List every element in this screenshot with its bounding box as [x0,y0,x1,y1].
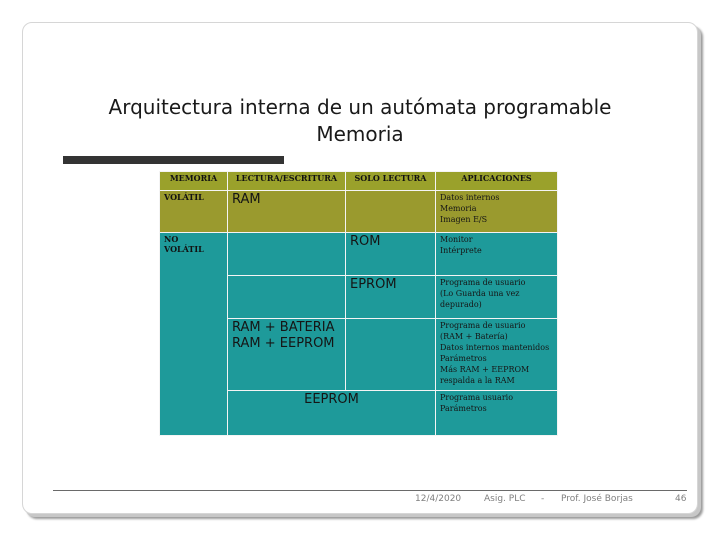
cell-ram-bateria [228,319,346,391]
app-line: Más RAM + EEPROM [440,365,530,374]
app-line: Programa de usuario [440,321,526,330]
header-memoria: MEMORIA [160,172,228,191]
app-line: (Lo Guarda una vez depurado) [440,289,520,309]
footer-date: 12/4/2020 [415,494,462,504]
slide-title [0,94,720,148]
cell-empty-teal [228,233,346,276]
cell-app-eeprom [436,391,558,436]
cell-empty-olive [346,191,436,233]
cell-rom: ROM [346,233,436,276]
cell-app-ram-bateria [436,319,558,391]
footer-course: Asig. PLC [484,494,526,504]
table-header-row [160,172,558,191]
cell-app-rom [436,233,558,276]
app-line: Memoria [440,204,477,213]
no-volatil-line-2: VOLÁTIL [164,244,204,254]
cell-app-volatil [436,191,558,233]
cell-ram: RAM [228,191,346,233]
header-solo-lectura: SOLO LECTURA [346,172,436,191]
footer-author: Prof. José Borjas [561,494,633,504]
app-line: Parámetros [440,354,487,363]
memory-table [159,171,558,436]
footer-separator: - [541,494,545,504]
footer-divider [53,490,687,491]
ram-bateria-line: RAM + BATERIA [232,320,335,335]
cell-eprom: EPROM [346,276,436,319]
table-row-volatil [160,191,558,233]
app-line: Imagen E/S [440,215,488,224]
app-line: Datos internos [440,193,500,202]
no-volatil-line-1: NO [164,234,179,244]
app-line: (RAM + Batería) [440,332,508,341]
cell-app-eprom [436,276,558,319]
app-line: Parámetros [440,404,487,413]
ram-eeprom-line: RAM + EEPROM [232,336,335,351]
header-aplicaciones: APLICACIONES [436,172,558,191]
app-line: Monitor [440,235,473,244]
footer-page-number: 46 [675,494,687,504]
app-line: Programa usuario [440,393,514,402]
table-row-rom [160,233,558,276]
app-line: Programa de usuario [440,278,526,287]
title-line-1: Arquitectura interna de un autómata programable [108,95,612,119]
cell-volatil: VOLÁTIL [160,191,228,233]
header-lectura-escritura: LECTURA/ESCRITURA [228,172,346,191]
title-underline-bar [63,156,284,164]
cell-eeprom: EEPROM [228,391,436,436]
app-line: Intérprete [440,246,482,255]
cell-empty-teal [346,319,436,391]
cell-no-volatil [160,233,228,436]
title-line-2: Memoria [316,122,404,146]
cell-empty-teal [228,276,346,319]
app-line: Datos internos mantenidos [440,343,550,352]
app-line: respalda a la RAM [440,376,515,385]
